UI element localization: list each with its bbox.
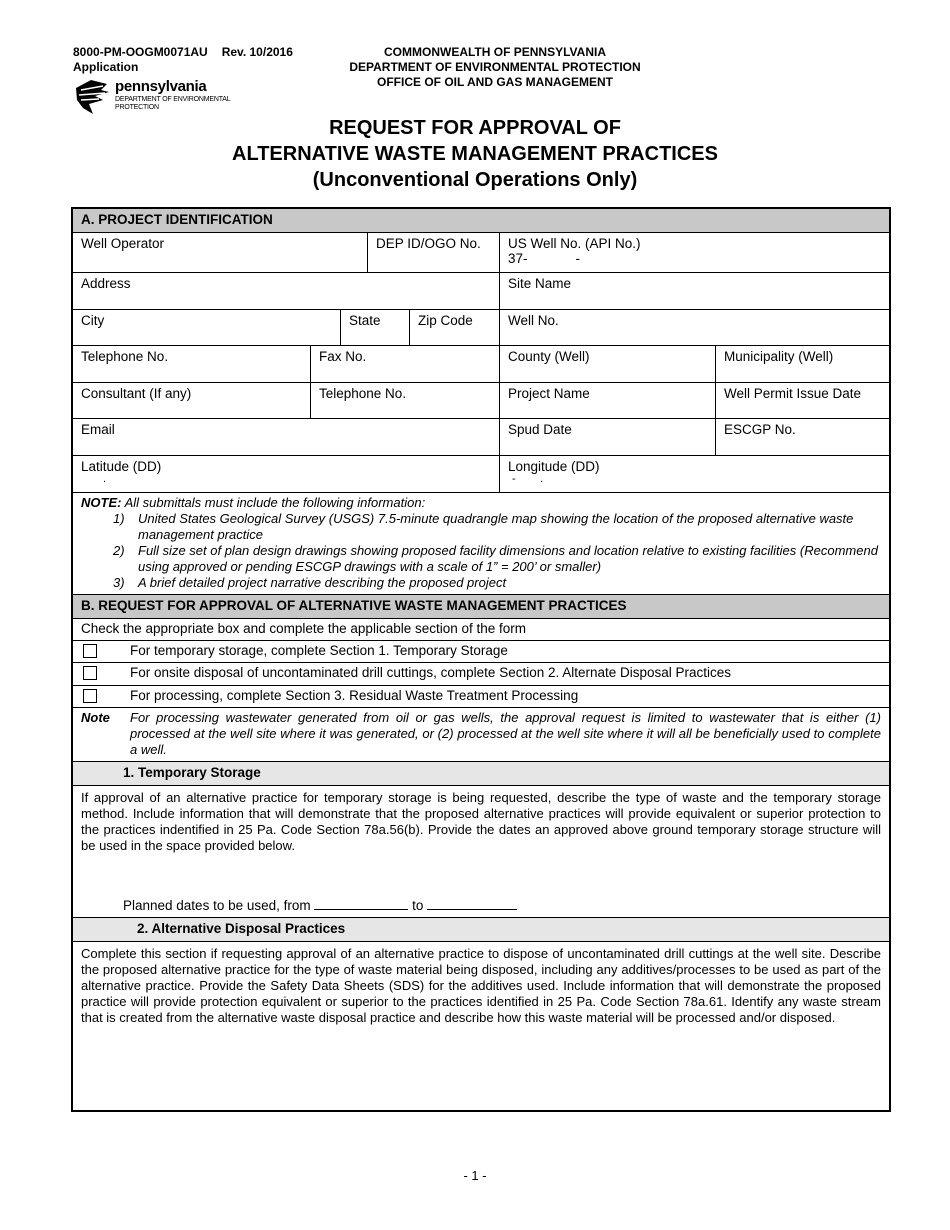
latitude-field[interactable] <box>73 456 499 492</box>
city-label: City <box>81 313 105 328</box>
form-number: 8000-PM-OOGM0071AU <box>73 45 208 59</box>
form-type: Application <box>73 60 139 74</box>
consultant-phone-label: Telephone No. <box>319 386 407 401</box>
instruction-text: Check the appropriate box and complete the applicable section of the form <box>81 621 527 636</box>
county-label: County (Well) <box>508 349 590 364</box>
section-1-title: 1. Temporary Storage <box>123 765 261 780</box>
agency-line-3: OFFICE OF OIL AND GAS MANAGEMENT <box>377 75 613 89</box>
row-telephone <box>73 346 889 383</box>
submittal-note <box>73 493 889 595</box>
row-city <box>73 310 889 346</box>
dep-id-label: DEP ID/OGO No. <box>376 236 481 251</box>
email-field[interactable] <box>73 419 499 455</box>
latitude-label: Latitude (DD) <box>81 459 162 474</box>
longitude-field[interactable] <box>499 456 889 492</box>
note-item-text: A brief detailed project narrative describing the proposed project <box>138 575 507 590</box>
page-number: - 1 - <box>463 1168 487 1183</box>
telephone-field[interactable] <box>73 346 310 382</box>
spud-date-field[interactable] <box>499 419 715 455</box>
date-from-field[interactable] <box>314 897 408 910</box>
api-dash: - <box>575 251 581 266</box>
zip-label: Zip Code <box>418 313 473 328</box>
county-field[interactable] <box>499 346 715 382</box>
longitude-value: - . <box>512 473 544 485</box>
keystone-logo-icon <box>73 78 113 116</box>
planned-dates <box>123 897 517 913</box>
form-title <box>0 115 950 193</box>
dep-id-field[interactable] <box>367 233 499 272</box>
revision: Rev. 10/2016 <box>221 45 293 59</box>
form-id-block <box>73 45 293 75</box>
processing-checkbox[interactable] <box>83 689 97 703</box>
row-email <box>73 419 889 456</box>
project-name-field[interactable] <box>499 383 715 418</box>
pa-dep-logo <box>73 78 253 116</box>
us-well-no-label: US Well No. (API No.) <box>508 236 641 251</box>
state-field[interactable] <box>340 310 409 345</box>
note-item-text: Full size set of plan design drawings showing proposed facility dimensions and location relative to existing facilities (Recommend using approved or pending ESCGP drawings with a scale of 1” = 200’ or smaller) <box>138 543 878 574</box>
section-b-title: B. REQUEST FOR APPROVAL OF ALTERNATIVE WASTE MANAGEMENT PRACTICES <box>81 598 627 613</box>
row-operator <box>73 233 889 273</box>
row-coordinates <box>73 456 889 493</box>
well-no-field[interactable] <box>499 310 889 345</box>
telephone-label: Telephone No. <box>81 349 169 364</box>
option-processing <box>73 686 889 708</box>
permit-date-field[interactable] <box>715 383 889 418</box>
section-2-heading <box>73 918 889 942</box>
fax-label: Fax No. <box>319 349 367 364</box>
municipality-label: Municipality (Well) <box>724 349 834 364</box>
section-2-body <box>73 942 889 1110</box>
api-prefix: 37- <box>508 251 528 266</box>
option-label: For onsite disposal of uncontaminated drill cuttings, complete Section 2. Alternate Disposal Practices <box>130 665 732 680</box>
latitude-value: . <box>103 473 107 485</box>
well-operator-field[interactable] <box>73 233 367 272</box>
logo-subtitle <box>115 96 230 111</box>
section-a-title: A. PROJECT IDENTIFICATION <box>81 212 273 227</box>
title-line-2: ALTERNATIVE WASTE MANAGEMENT PRACTICES <box>232 143 718 165</box>
note-item-text: United States Geological Survey (USGS) 7.5-minute quadrangle map showing the location of the proposed alternative waste management practice <box>138 511 854 542</box>
site-name-label: Site Name <box>508 276 572 291</box>
site-name-field[interactable] <box>499 273 889 309</box>
project-name-label: Project Name <box>508 386 590 401</box>
well-no-label: Well No. <box>508 313 559 328</box>
section-2-title: 2. Alternative Disposal Practices <box>137 921 346 936</box>
section-2-text: Complete this section if requesting approval of an alternative practice to dispose of uncontaminated drill cuttings at the well site. Describe the proposed alternative practice for the type of waste material being disposed, including any additives/processes to be used as part of the alternative practice. Provide the Safety Data Sheets (SDS) for the additives used. Include information that will demonstrate the proposed practice will provide protection equivalent or superior to the practices identified in 25 Pa. Code Section 78a.61. Identify any waste stream that is created from the alternative waste disposal practice and describe how this waste material will be processed and/or disposed. <box>81 946 881 1025</box>
fax-field[interactable] <box>310 346 499 382</box>
title-line-3: (Unconventional Operations Only) <box>312 169 638 191</box>
option-label: For processing, complete Section 3. Residual Waste Treatment Processing <box>130 688 579 703</box>
section-1-text: If approval of an alternative practice for temporary storage is being requested, describe the type of waste and the temporary storage method. Include information that will demonstrate that the proposed alternative practices will provide equivalent or superior protection to the practices indentified in 25 Pa. Code Section 78a.56(b). Provide the dates an approved above ground temporary storage structure will be used in the space provided below. <box>81 790 881 853</box>
state-label: State <box>349 313 381 328</box>
note-item-number: 3) <box>113 575 125 590</box>
option-onsite-disposal <box>73 663 889 686</box>
processing-note <box>73 708 889 762</box>
us-well-no-value <box>508 251 889 266</box>
logo-sub-line-1: DEPARTMENT OF ENVIRONMENTAL <box>115 96 231 103</box>
processing-note-text: For processing wastewater generated from oil or gas wells, the approval request is limited to wastewater that is either (1) processed at the well site where it was generated, or (2) processed at the well site where it will all be beneficially used to complete a well. <box>130 710 881 757</box>
processing-note-label: Note <box>81 710 110 725</box>
onsite-disposal-checkbox[interactable] <box>83 666 97 680</box>
title-line-1: REQUEST FOR APPROVAL OF <box>329 117 621 139</box>
logo-wordmark: pennsylvania <box>115 78 207 95</box>
note-item-number: 2) <box>113 543 125 558</box>
permit-date-label: Well Permit Issue Date <box>724 386 862 401</box>
agency-line-2: DEPARTMENT OF ENVIRONMENTAL PROTECTION <box>349 60 641 74</box>
section-1-body <box>73 786 889 918</box>
date-to-field[interactable] <box>427 897 517 910</box>
section-1-heading <box>73 762 889 786</box>
row-address <box>73 273 889 310</box>
agency-header <box>300 45 690 90</box>
note-item <box>81 543 881 575</box>
escgp-field[interactable] <box>715 419 889 455</box>
option-label: For temporary storage, complete Section 1. Temporary Storage <box>130 643 508 658</box>
agency-line-1: COMMONWEALTH OF PENNSYLVANIA <box>384 45 606 59</box>
municipality-field[interactable] <box>715 346 889 382</box>
planned-dates-to: to <box>412 898 424 913</box>
section-b-heading <box>73 595 889 619</box>
note-item-number: 1) <box>113 511 125 526</box>
temporary-storage-checkbox[interactable] <box>83 644 97 658</box>
consultant-field[interactable] <box>73 383 310 418</box>
escgp-label: ESCGP No. <box>724 422 796 437</box>
row-consultant <box>73 383 889 419</box>
option-temporary-storage <box>73 641 889 663</box>
consultant-label: Consultant (If any) <box>81 386 192 401</box>
address-label: Address <box>81 276 131 291</box>
section-a-heading <box>73 209 889 233</box>
email-label: Email <box>81 422 115 437</box>
us-well-no-field[interactable] <box>499 233 889 272</box>
note-item <box>81 575 881 591</box>
zip-field[interactable] <box>409 310 499 345</box>
note-items <box>81 511 881 591</box>
planned-dates-label: Planned dates to be used, from <box>123 898 311 913</box>
note-label: NOTE: <box>81 495 122 510</box>
section-b-instruction <box>73 619 889 641</box>
note-intro: All submittals must include the following information: <box>124 495 426 510</box>
longitude-label: Longitude (DD) <box>508 459 600 474</box>
consultant-phone-field[interactable] <box>310 383 499 418</box>
logo-sub-line-2: PROTECTION <box>115 103 159 111</box>
note-item <box>81 511 881 543</box>
well-operator-label: Well Operator <box>81 236 165 251</box>
application-form <box>71 207 891 1112</box>
city-field[interactable] <box>73 310 340 345</box>
address-field[interactable] <box>73 273 499 309</box>
spud-date-label: Spud Date <box>508 422 572 437</box>
